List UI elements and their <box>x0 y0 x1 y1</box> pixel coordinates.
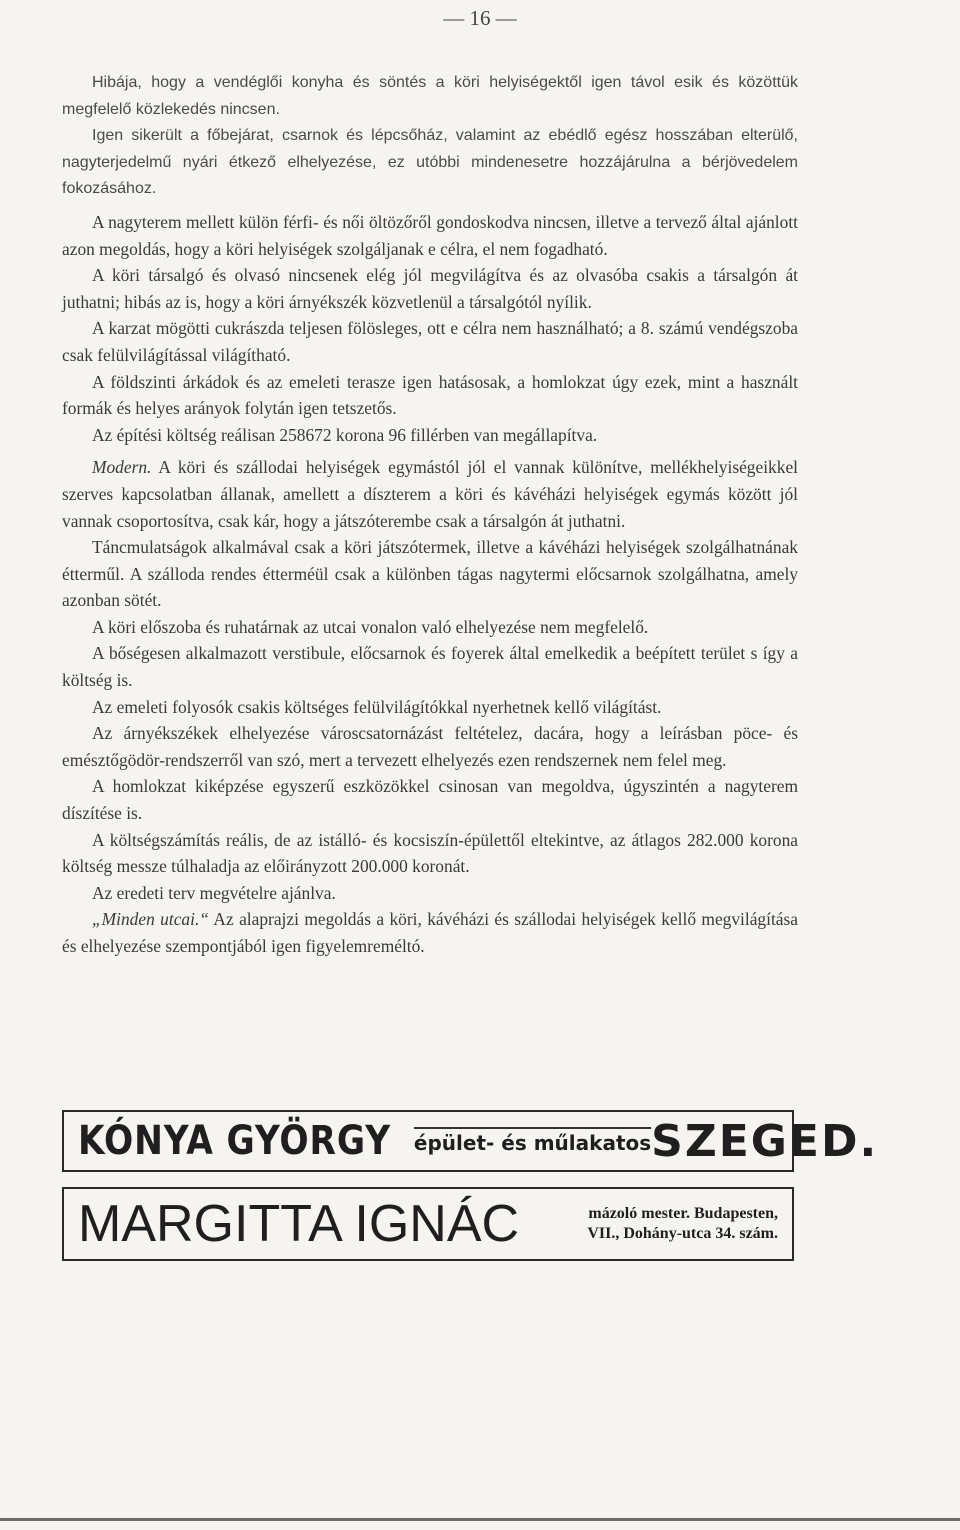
paragraph: A karzat mögötti cukrászda teljesen fölösleges, ott e célra nem használható; a 8. számú vendégszoba csak felülvilágítással világítható. <box>62 318 798 365</box>
advertiser-name: MARGITTA IGNÁC <box>78 1195 520 1253</box>
paragraph-modern <box>62 454 798 534</box>
section-label-minden: „Minden utcai.“ <box>92 909 209 930</box>
page-number: — 16 — <box>443 6 517 30</box>
paragraph: Az eredeti terv megvételre ajánlva. <box>92 882 336 903</box>
advertiser-trade: épület- és műlakatos <box>414 1127 651 1155</box>
advertisement-margitta <box>62 1187 794 1261</box>
paragraph-minden <box>62 906 798 959</box>
advertiser-trade: mázoló mester. Budapesten, <box>588 1205 778 1222</box>
paragraph-text: Az alaprajzi megoldás a köri, kávéházi és szállodai helyiségek kellő megvilágítása és elhelyezése szempontjából igen figyelemreméltó. <box>62 909 798 956</box>
paragraph: Hibája, hogy a vendéglői konyha és söntés a köri helyiségektől igen távol esik és közöttük megfelelő közlekedés nincsen. <box>62 74 798 118</box>
advertiser-address: VII., Dohány-utca 34. szám. <box>587 1225 778 1242</box>
section-label-modern: Modern. <box>92 457 152 478</box>
paragraph: Az árnyékszékek elhelyezése városcsatornázást feltételez, dacára, hogy a leírásban pöce- és emésztőgödör-rendszerről van szó, mert a tervezett elhelyezés ezen rendszernek nem felel meg. <box>62 723 798 770</box>
article-body <box>62 70 798 960</box>
bottom-border <box>0 1518 960 1521</box>
paragraph: A köri előszoba és ruhatárnak az utcai vonalon való elhelyezése nem megfelelő. <box>92 616 649 637</box>
paragraph: Táncmulatságok alkalmával csak a köri játszótermek, illetve a kávéházi helyiségek szolgálhatnának étterműl. A szálloda rendes étterméül csak a különben tágas nagytermi előcsarnok szolgálhatna, amely azonban sötét. <box>62 537 798 611</box>
advertiser-name: KÓNYA GYÖRGY <box>78 1118 391 1164</box>
paragraph-text: A köri és szállodai helyiségek egymástól jól el vannak különítve, mellékhelyiségeikkel szerves kapcsolatban állanak, amellett a díszterem a köri és kávéházi helyiségek egymás között jól vannak csoportosítva, csak kár, hogy a játszóterembe csak a társalgón át juthatni. <box>62 457 798 531</box>
advertiser-details <box>587 1204 778 1244</box>
paragraph: A nagyterem mellett külön férfi- és női öltözőről gondoskodva nincsen, illetve a tervező által ajánlott azon megoldás, hogy a köri helyiségek szolgáljanak e célra, el nem fogadható. <box>62 211 798 259</box>
paragraph: A költségszámítás reális, de az istálló- és kocsiszín-épülettől eltekintve, az átlagos 282.000 korona költség messze túlhaladja az előirányzott 200.000 koronát. <box>62 829 798 877</box>
advertiser-city: SZEGED. <box>651 1115 879 1167</box>
paragraph: A köri társalgó és olvasó nincsenek elég jól megvilágítva és az olvasóba csakis a társalgón át juthatni; hibás az is, hogy a köri árnyékszék közvetlenül a társalgótól nyílik. <box>62 265 798 312</box>
paragraph: A földszinti árkádok és az emeleti terasze igen hatásosak, a homlokzat úgy ezek, mint a használt formák és helyes arányok folytán igen tetszetős. <box>62 371 798 419</box>
advertisement-konya <box>62 1110 879 1172</box>
paragraph: Igen sikerült a főbejárat, csarnok és lépcsőház, valamint az ebédlő egész hosszában elterülő, nagyterjedelmű nyári étkező elhelyezése, ez utóbbi mindenesetre hozzájárulna a bérjövedelem fokozásához. <box>62 127 798 198</box>
paragraph: A bőségesen alkalmazott verstibule, előcsarnok és foyerek által emelkedik a beépített terület s így a költség is. <box>62 643 798 691</box>
paragraph: A homlokzat kiképzése egyszerű eszközökkel csinosan van megoldva, úgyszintén a nagyterem díszítése is. <box>62 776 798 824</box>
paragraph: Az emeleti folyosók csakis költséges felülvilágítókkal nyerhetnek kellő világítást. <box>92 696 662 717</box>
paragraph: Az építési költség reálisan 258672 korona 96 fillérben van megállapítva. <box>92 424 598 445</box>
